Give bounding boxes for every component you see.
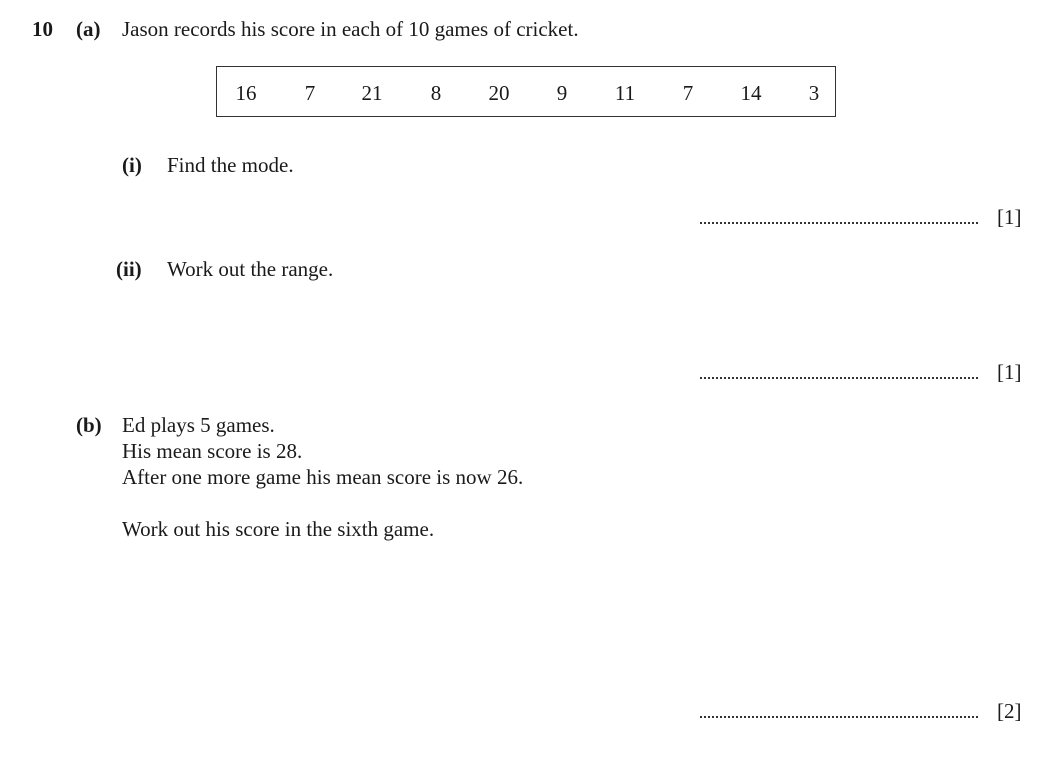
part-b-instruction: Work out his score in the sixth game. <box>122 517 435 541</box>
marks-i: [1] <box>997 205 1022 229</box>
marks-ii: [1] <box>997 360 1022 384</box>
part-a-text: Jason records his score in each of 10 games of cricket. <box>122 17 579 41</box>
marks-b: [2] <box>997 699 1022 723</box>
score-cell: 21 <box>361 81 383 105</box>
score-cell: 8 <box>430 81 442 105</box>
score-cell: 7 <box>304 81 316 105</box>
answer-line-b[interactable] <box>700 716 978 718</box>
part-b-line: His mean score is 28. <box>122 439 303 463</box>
sub-ii-text: Work out the range. <box>167 257 334 281</box>
score-cell: 11 <box>614 81 636 105</box>
part-b-label: (b) <box>76 413 102 437</box>
sub-i-label: (i) <box>122 153 142 177</box>
score-cell: 9 <box>556 81 568 105</box>
sub-i-text: Find the mode. <box>167 153 294 177</box>
score-cell: 20 <box>488 81 510 105</box>
score-cell: 7 <box>682 81 694 105</box>
answer-line-ii[interactable] <box>700 377 978 379</box>
part-a-label: (a) <box>76 17 101 41</box>
sub-ii-label: (ii) <box>116 257 142 281</box>
part-b-line: After one more game his mean score is now 26. <box>122 465 524 489</box>
part-b-line: Ed plays 5 games. <box>122 413 275 437</box>
answer-line-i[interactable] <box>700 222 978 224</box>
score-cell: 3 <box>808 81 820 105</box>
score-cell: 16 <box>235 81 257 105</box>
question-number: 10 <box>32 17 53 41</box>
score-cell: 14 <box>740 81 762 105</box>
score-table <box>216 66 836 117</box>
